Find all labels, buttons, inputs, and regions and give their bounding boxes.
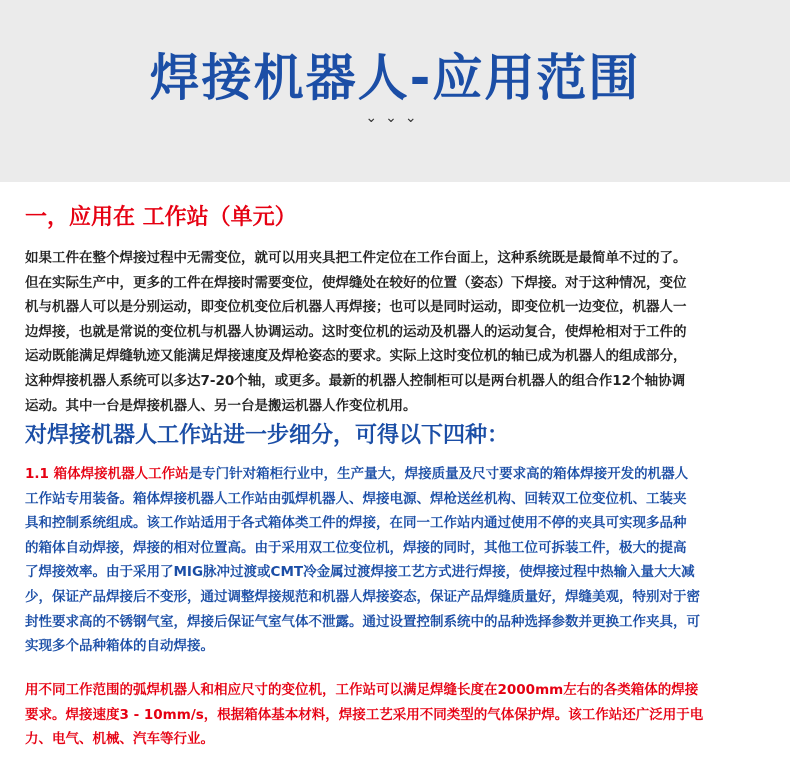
text-line: 机与机器人可以是分别运动，即变位机变位后机器人再焊接；也可以是同时运动，即变位机一边变位，机器人一 — [25, 299, 687, 316]
section2-heading: 对焊接机器人工作站进一步细分，可得以下四种： — [25, 423, 510, 448]
text-line: 这种焊接机器人系统可以多达7-20个轴，或更多。最新的机器人控制柜可以是两台机器人的组合作12个轴协调 — [25, 372, 686, 389]
text-line: 的箱体自动焊接，焊接的相对位置高。由于采用双工位变位机，焊接的同时，其他工位可拆装工件，极大的提高 — [25, 539, 687, 556]
chevron-down-icon: ⌄⌄⌄ — [365, 110, 425, 126]
subsection-title: 1.1 箱体焊接机器人工作站 — [25, 466, 189, 482]
text-line: 运动。其中一台是焊接机器人、另一台是搬运机器人作变位机用。 — [25, 397, 417, 414]
text-line: 实现多个品种箱体的自动焊接。 — [25, 638, 214, 655]
text-line: 边焊接，也就是常说的变位机与机器人协调运动。这时变位机的运动及机器人的运动复合，使焊枪相对于工件的 — [25, 323, 687, 340]
section1-heading: 一，应用在 工作站（单元） — [25, 205, 297, 230]
text-line: 封性要求高的不锈钢气室，焊接后保证气室气体不泄露。通过设置控制系统中的品种选择参数并更换工作夹具，可 — [25, 613, 700, 630]
text-line: 运动既能满足焊缝轨迹又能满足焊接速度及焊枪姿态的要求。实际上这时变位机的轴已成为机器人的组成部分， — [25, 348, 687, 365]
note-paragraph — [25, 678, 775, 752]
text-line: 用不同工作范围的弧焊机器人和相应尺寸的变位机，工作站可以满足焊缝长度在2000mm左右的各类箱体的焊接 — [25, 682, 699, 698]
header-banner — [0, 0, 790, 182]
text-line: 具和控制系统组成。该工作站适用于各式箱体类工件的焊接，在同一工作站内通过使用不停的夹具可实现多品种 — [25, 515, 687, 532]
text-line: 要求。焊接速度3 - 10mm/s，根据箱体基本材料，焊接工艺采用不同类型的气体保护焊。该工作站还广泛用于电 — [25, 706, 704, 723]
text-line — [25, 462, 775, 487]
text-span: 是专门针对箱柜行业中，生产量大，焊接质量及尺寸要求高的箱体焊接开发的机器人 — [188, 466, 689, 482]
text-line: 如果工件在整个焊接过程中无需变位，就可以用夹具把工件定位在工作台面上，这种系统既是最简单不过的了。 — [25, 250, 687, 266]
section2-paragraph — [25, 462, 775, 659]
text-line: 但在实际生产中，更多的工件在焊接时需要变位，使焊缝处在较好的位置（姿态）下焊接。对于这种情况，变位 — [25, 274, 687, 291]
text-line: 了焊接效率。由于采用了MIG脉冲过渡或CMT冷金属过渡焊接工艺方式进行焊接，使焊接过程中热输入量大大减 — [25, 564, 695, 581]
page-title: 焊接机器人-应用范围 — [149, 49, 641, 107]
text-line: 工作站专用装备。箱体焊接机器人工作站由弧焊机器人、焊接电源、焊枪送丝机构、回转双工位变位机、工装夹 — [25, 490, 687, 507]
section1-paragraph — [25, 246, 775, 418]
text-line: 力、电气、机械、汽车等行业。 — [25, 731, 214, 748]
text-line: 少，保证产品焊接后不变形，通过调整焊接规范和机器人焊接姿态，保证产品焊缝质量好，焊缝美观，特别对于密 — [25, 588, 700, 605]
